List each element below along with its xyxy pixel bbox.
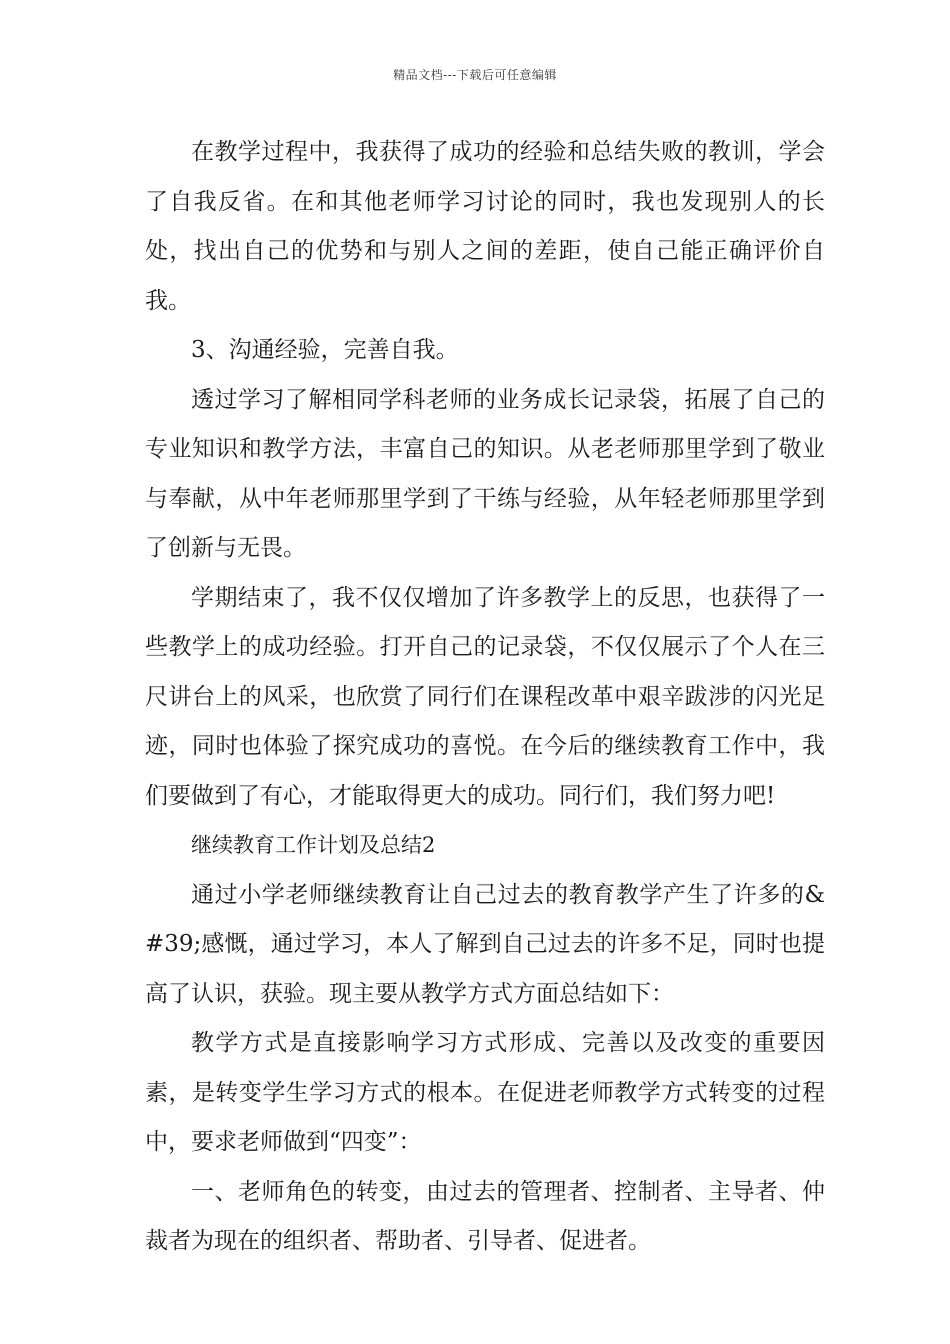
paragraph: 在教学过程中，我获得了成功的经验和总结失败的教训，学会了自我反省。在和其他老师学习讨论的同时，我也发现别人的长处，找出自己的优势和与别人之间的差距，使自己能正确评价自我。 [145,139,825,314]
paragraph: 教学方式是直接影响学习方式形成、完善以及改变的重要因素，是转变学生学习方式的根本。在促进老师教学方式转变的过程中，要求老师做到“四变”： [145,1030,825,1155]
document-body [145,128,825,1267]
page-header: 精品文档---下载后可任意编辑 [393,68,557,82]
section-item-heading: 3、沟通经验，完善自我。 [191,337,459,363]
paragraph: 学期结束了，我不仅仅增加了许多教学上的反思，也获得了一些教学上的成功经验。打开自己的记录袋，不仅仅展示了个人在三尺讲台上的风采，也欣赏了同行们在课程改革中艰辛跋涉的闪光足迹，同时也体验了探究成功的喜悦。在今后的继续教育工作中，我们要做到了有心，才能取得更大的成功。同行们，我们努力吧! [145,584,825,809]
section-title: 继续教育工作计划及总结2 [191,833,436,857]
paragraph: 一、老师角色的转变，由过去的管理者、控制者、主导者、仲裁者为现在的组织者、帮助者、引导者、促进者。 [145,1178,825,1254]
paragraph: 透过学习了解相同学科老师的业务成长记录袋，拓展了自己的专业知识和教学方法，丰富自己的知识。从老老师那里学到了敬业与奉献，从中年老师那里学到了干练与经验，从年轻老师那里学到了创新与无畏。 [145,386,825,561]
paragraph: 通过小学老师继续教育让自己过去的教育教学产生了许多的&#39;感慨，通过学习，本人了解到自己过去的许多不足，同时也提高了认识，获验。现主要从教学方式方面总结如下： [145,881,825,1007]
